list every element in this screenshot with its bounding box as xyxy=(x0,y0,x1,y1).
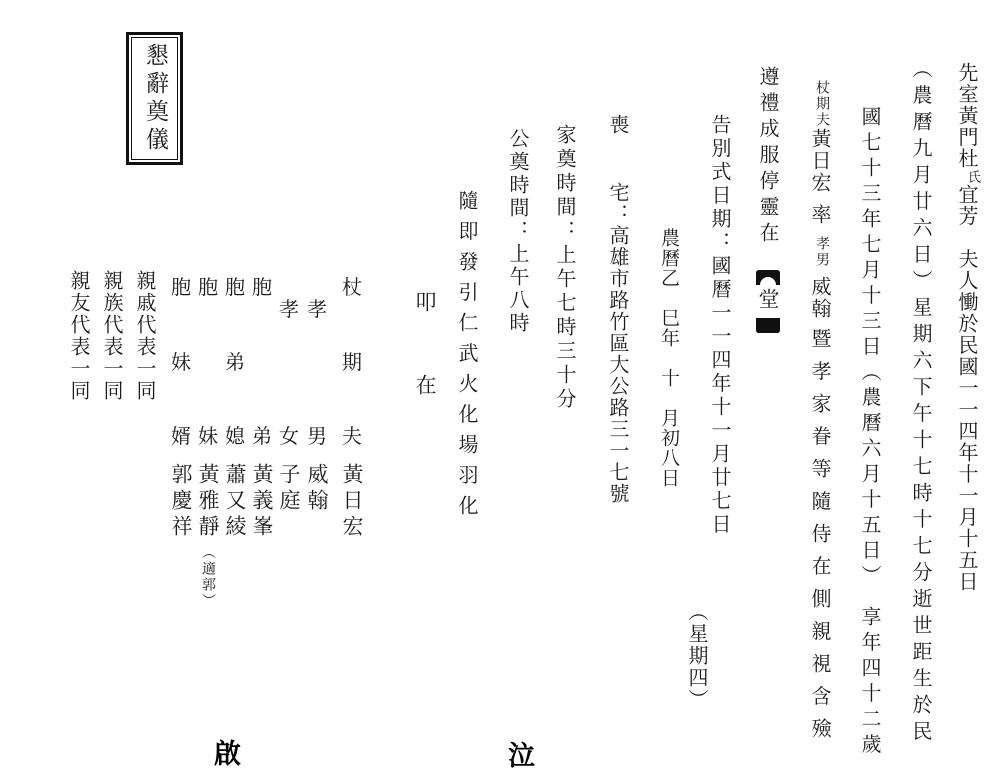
public-rite-time-line: 公奠時間：上午八時 xyxy=(506,128,530,335)
mourner-label-char: 妹 xyxy=(198,424,218,448)
mourner-label-char: 胞 xyxy=(198,275,218,299)
mourner-sister-husband-column xyxy=(168,0,194,783)
mourner-label-char: 媳 xyxy=(225,424,245,448)
death-date-text: 夫人慟於民國一一四年十一月十五日 xyxy=(955,227,979,593)
hall-bracket-bottom-icon xyxy=(756,318,780,333)
mourner-label-char: 男 xyxy=(307,424,327,448)
mourner-label-char: 妹 xyxy=(171,350,191,374)
procession-line: 隨即發引仁武火化場羽化 xyxy=(455,190,479,526)
mourner-label-char: 弟 xyxy=(225,350,245,374)
mourning-home-address: 宅：高雄市路竹區大公路三一七號 xyxy=(606,181,630,504)
family-rite-time-line: 家奠時間：上午七時三十分 xyxy=(553,124,577,412)
son-name: 威翰 xyxy=(808,276,832,320)
family-attendance-line xyxy=(807,80,833,751)
hall-line-text: 遵禮成服停靈在 xyxy=(756,66,780,248)
mourner-label-char: 孝 xyxy=(307,297,327,321)
relative-representatives-line: 親戚代表一同 xyxy=(133,270,157,402)
mourner-label-char: 夫 xyxy=(342,424,362,448)
mourner-label-char: 女 xyxy=(279,424,299,448)
son-title-small: 孝男 xyxy=(814,236,830,268)
lead-char: 率 xyxy=(808,204,832,226)
mourner-label-char: 期 xyxy=(342,350,362,374)
birth-date-age-line: 國七十三年七月十三日（農曆六月十五日） 享年四十二歲 xyxy=(858,106,882,759)
mourner-son-column xyxy=(304,0,330,783)
mourner-sister-column xyxy=(195,0,221,783)
mourner-name: 黃日宏 xyxy=(340,463,364,541)
mourner-label-char: 弟 xyxy=(252,424,272,448)
mourner-label-char: 胞 xyxy=(225,275,245,299)
clan-char-small: 氏 xyxy=(965,169,980,184)
mourner-label-char: 胞 xyxy=(171,275,191,299)
mourning-home-line xyxy=(605,114,631,504)
funeral-date-line: 告別式日期：國曆一一四年十一月廿七日 xyxy=(708,114,732,537)
mourner-husband-column xyxy=(339,0,365,783)
husband-name: 黃日宏 xyxy=(808,128,832,194)
mourner-label-char: 杖 xyxy=(342,275,362,299)
mourner-name: 蕭又綾 xyxy=(223,463,247,541)
mourner-name: 威翰 xyxy=(305,463,329,515)
closing-qi-char: 泣 xyxy=(508,741,535,772)
deceased-prefix: 先室黃門杜 xyxy=(955,62,979,170)
mourner-name: 黃雅靜 xyxy=(196,463,220,541)
mourner-brother-wife-column xyxy=(222,0,248,783)
kou-zai-line xyxy=(412,291,438,397)
funeral-date-weekday: （星期四） xyxy=(685,601,709,711)
mourner-label-char: 婿 xyxy=(171,424,191,448)
mourner-brother-column xyxy=(249,0,275,783)
zai-char: 在 xyxy=(413,374,437,397)
death-time-line: （農曆九月廿六日）星期六下午十七時十七分逝世距生於民 xyxy=(909,58,933,747)
hall-bracket-top-icon xyxy=(756,270,780,285)
funeral-lunar-date: 農曆乙 巳年 十 月初八日 xyxy=(658,228,680,488)
deceased-given-name: 宜芳 xyxy=(955,184,979,227)
clan-representatives-line: 親族代表一同 xyxy=(100,270,124,402)
mourner-name: 郭慶祥 xyxy=(169,463,193,541)
hall-line xyxy=(755,66,781,336)
mourner-label-char: 孝 xyxy=(279,297,299,321)
attendance-text: 暨孝家眷等隨侍在側親視含殮 xyxy=(808,328,832,751)
kou-char: 叩 xyxy=(413,291,437,314)
husband-title-small: 杖期夫 xyxy=(814,80,830,128)
friend-representatives-line: 親友代表一同 xyxy=(67,270,91,402)
hall-char: 堂 xyxy=(756,288,780,315)
closing-chi-char: 啟 xyxy=(214,739,241,770)
mourner-label-char: 胞 xyxy=(252,275,272,299)
mourning-home-prefix: 喪 xyxy=(606,114,630,136)
mourner-daughter-column xyxy=(276,0,302,783)
deceased-name-line xyxy=(954,62,980,593)
mourner-name: 子庭 xyxy=(277,463,301,515)
mourner-name: 黃義峯 xyxy=(250,463,274,541)
condolence-box-text: 懇辭奠儀 xyxy=(142,42,168,155)
mourner-name-note: （適郭） xyxy=(200,545,216,609)
